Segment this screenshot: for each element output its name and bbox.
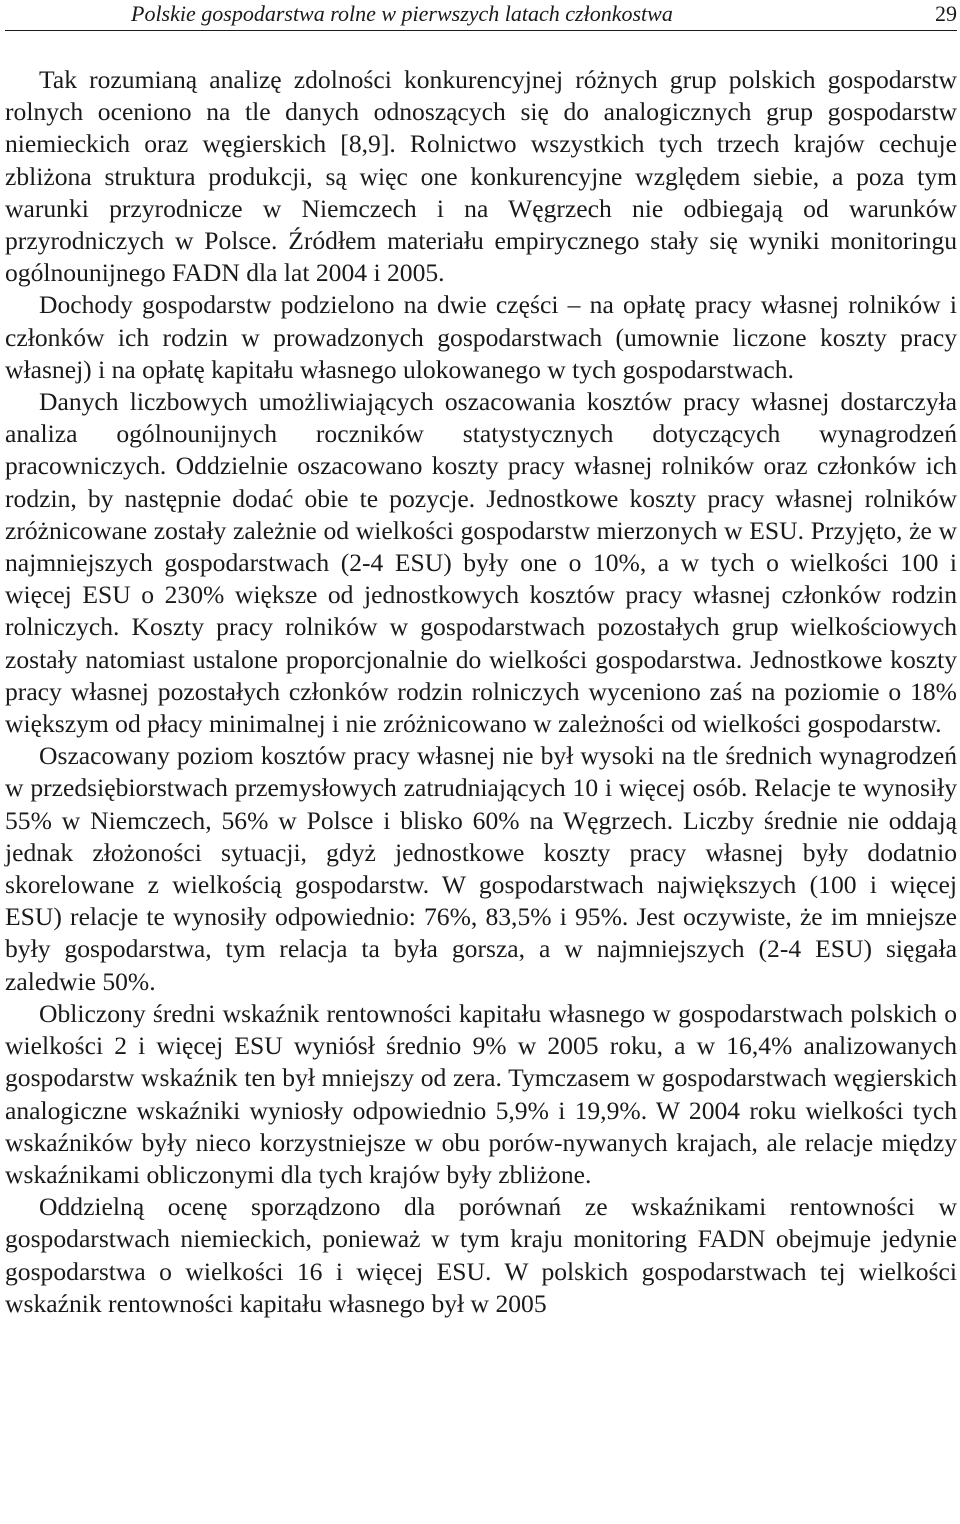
page-number: 29 [935,1,957,26]
running-header [5,0,957,31]
body-text [5,64,957,1320]
paragraph-6: Oddzielną ocenę sporządzono dla porównań ze wskaźnikami rentowności w gospodarstwach niemieckich, ponieważ w tym kraju monitoring FADN obejmuje jedynie gospodarstwa o wielkości 16 i więcej ESU. W polskich gospodarstwach tej wielkości wskaźnik rentowności kapitału własnego był w 2005 [5,1192,957,1318]
paragraph-3: Danych liczbowych umożliwiających oszacowania kosztów pracy własnej dostarczyła analiza ogólnounijnych roczników statystycznych dotyczących wynagrodzeń pracowniczych. Oddzielnie oszacowano koszty pracy własnej rolników oraz członków ich rodzin, by następnie dodać obie te pozycje. Jednostkowe koszty pracy własnej rolników zróżnicowane zostały zależnie od wielkości gospodarstw mierzonych w ESU. Przyjęto, że w najmniejszych gospodarstwach (2-4 ESU) były one o 10%, a w tych o wielkości 100 i więcej ESU o 230% większe od jednostkowych kosztów pracy własnej członków rodzin rolniczych. Koszty pracy rolników w gospodarstwach pozostałych grup wielkościowych zostały natomiast ustalone proporcjonalnie do wielkości gospodarstwa. Jednostkowe koszty pracy własnej pozostałych członków rodzin rolniczych wyceniono zaś na poziomie o 18% większym od płacy minimalnej i nie zróżnicowano w zależności od wielkości gospodarstw. [5,387,957,739]
paragraph-2: Dochody gospodarstw podzielono na dwie części – na opłatę pracy własnej rolników i członków ich rodzin w prowadzonych gospodarstwach (umownie liczone koszty pracy własnej) i na opłatę kapitału własnego ulokowanego w tych gospodarstwach. [5,290,957,384]
paragraph-5: Obliczony średni wskaźnik rentowności kapitału własnego w gospodarstwach polskich o wielkości 2 i więcej ESU wyniósł średnio 9% w 2005 roku, a w 16,4% analizowanych gospodarstw wskaźnik ten był mniejszy od zera. Tymczasem w gospodarstwach węgierskich analogiczne wskaźniki wyniosły odpowiednio 5,9% i 19,9%. W 2004 roku wielkości tych wskaźników były nieco korzystniejsze w obu porów-nywanych krajach, ale relacje między wskaźnikami obliczonymi dla tych krajów były zbliżone. [5,998,957,1189]
running-title: Polskie gospodarstwa rolne w pierwszych latach członkostwa [131,1,673,26]
paragraph-4: Oszacowany poziom kosztów pracy własnej nie był wysoki na tle średnich wynagrodzeń w przedsiębiorstwach przemysłowych zatrudniających 10 i więcej osób. Relacje te wynosiły 55% w Niemczech, 56% w Polsce i blisko 60% na Węgrzech. Liczby średnie nie oddają jednak złożoności sytuacji, gdyż jednostkowe koszty pracy własnej były dodatnio skorelowane z wielkością gospodarstw. W gospodarstwach największych (100 i więcej ESU) relacje te wynosiły odpowiednio: 76%, 83,5% i 95%. Jest oczywiste, że im mniejsze były gospodarstwa, tym relacja ta była gorsza, a w najmniejszych (2-4 ESU) sięgała zaledwie 50%. [5,741,957,996]
paragraph-1: Tak rozumianą analizę zdolności konkurencyjnej różnych grup polskich gospodarstw rolnych oceniono na tle danych odnoszących się do analogicznych grup gospodarstw niemieckich oraz węgierskich [8,9]. Rolnictwo wszystkich tych trzech krajów cechuje zbliżona struktura produkcji, są więc one konkurencyjne względem siebie, a poza tym warunki przyrodnicze w Niemczech i na Węgrzech nie odbiegają od warunków przyrodniczych w Polsce. Źródłem materiału empirycznego stały się wyniki monitoringu ogólnounijnego FADN dla lat 2004 i 2005. [5,65,957,288]
